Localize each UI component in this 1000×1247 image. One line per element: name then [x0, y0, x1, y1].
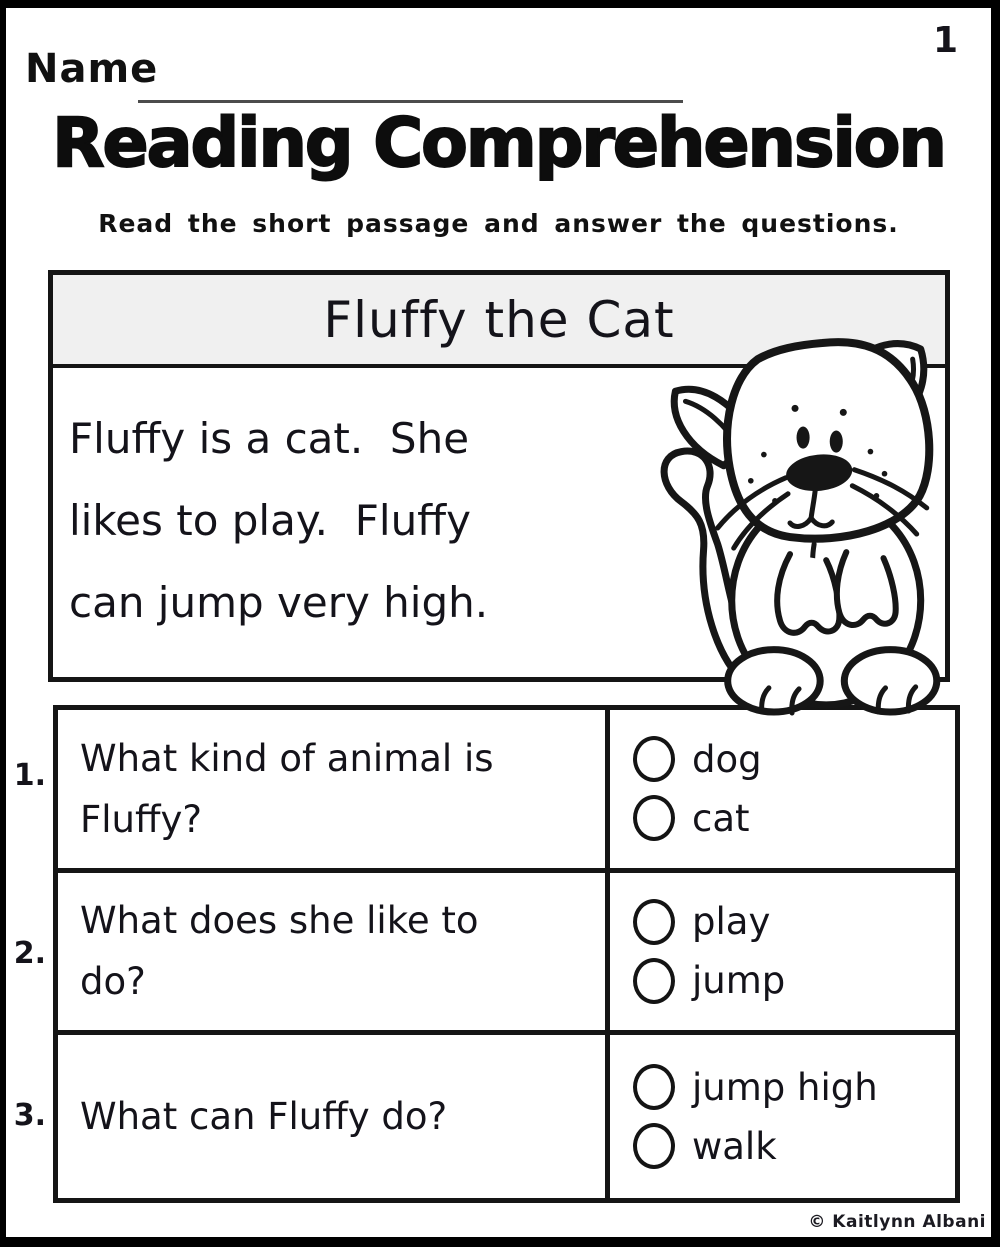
- author-credit: © Kaitlynn Albani: [808, 1212, 986, 1232]
- options-cell: [610, 710, 955, 873]
- question-cell: [58, 710, 610, 873]
- page-title: Reading Comprehension: [52, 104, 945, 183]
- page-subtitle: Read the short passage and answer the questions.: [98, 209, 899, 238]
- question-number: 2.: [13, 936, 46, 971]
- name-input-line[interactable]: [138, 100, 683, 103]
- answer-circle[interactable]: [633, 1123, 675, 1169]
- answer-circle[interactable]: [633, 958, 675, 1004]
- question-cell: [58, 1035, 610, 1198]
- answer-label: cat: [692, 796, 750, 840]
- question-number: 3.: [13, 1098, 46, 1133]
- questions-table: [53, 705, 960, 1203]
- answer-option[interactable]: [633, 1123, 955, 1169]
- question-number: 1.: [13, 758, 46, 793]
- answer-option[interactable]: [633, 958, 955, 1004]
- question-text: What kind of animal is: [80, 736, 494, 780]
- name-label: Name: [25, 46, 159, 92]
- answer-option[interactable]: [633, 1064, 955, 1110]
- answer-circle[interactable]: [633, 795, 675, 841]
- question-cell: [58, 873, 610, 1036]
- options-cell: [610, 873, 955, 1036]
- passage-box: [48, 270, 950, 682]
- answer-label: dog: [692, 737, 762, 781]
- name-row: [25, 46, 158, 92]
- worksheet-sheet: [6, 8, 991, 1237]
- passage-line: can jump very high.: [69, 578, 489, 627]
- page-number: 1: [932, 20, 958, 61]
- passage-title: Fluffy the Cat: [323, 290, 675, 349]
- options-cell: [610, 1035, 955, 1198]
- answer-option[interactable]: [633, 736, 955, 782]
- passage-body: [53, 368, 945, 644]
- answer-option[interactable]: [633, 795, 955, 841]
- answer-label: play: [692, 900, 771, 944]
- answer-label: walk: [692, 1124, 777, 1168]
- answer-label: jump: [692, 959, 786, 1003]
- passage-line: likes to play. Fluffy: [69, 496, 471, 545]
- question-text: Fluffy?: [80, 797, 203, 841]
- passage-line: Fluffy is a cat. She: [69, 414, 470, 463]
- answer-circle[interactable]: [633, 736, 675, 782]
- answer-circle[interactable]: [633, 899, 675, 945]
- answer-label: jump high: [692, 1065, 878, 1109]
- answer-circle[interactable]: [633, 1064, 675, 1110]
- answer-option[interactable]: [633, 899, 955, 945]
- question-text: do?: [80, 960, 146, 1004]
- question-text: What can Fluffy do?: [80, 1095, 448, 1139]
- passage-header: [53, 275, 945, 368]
- question-text: What does she like to: [80, 899, 479, 943]
